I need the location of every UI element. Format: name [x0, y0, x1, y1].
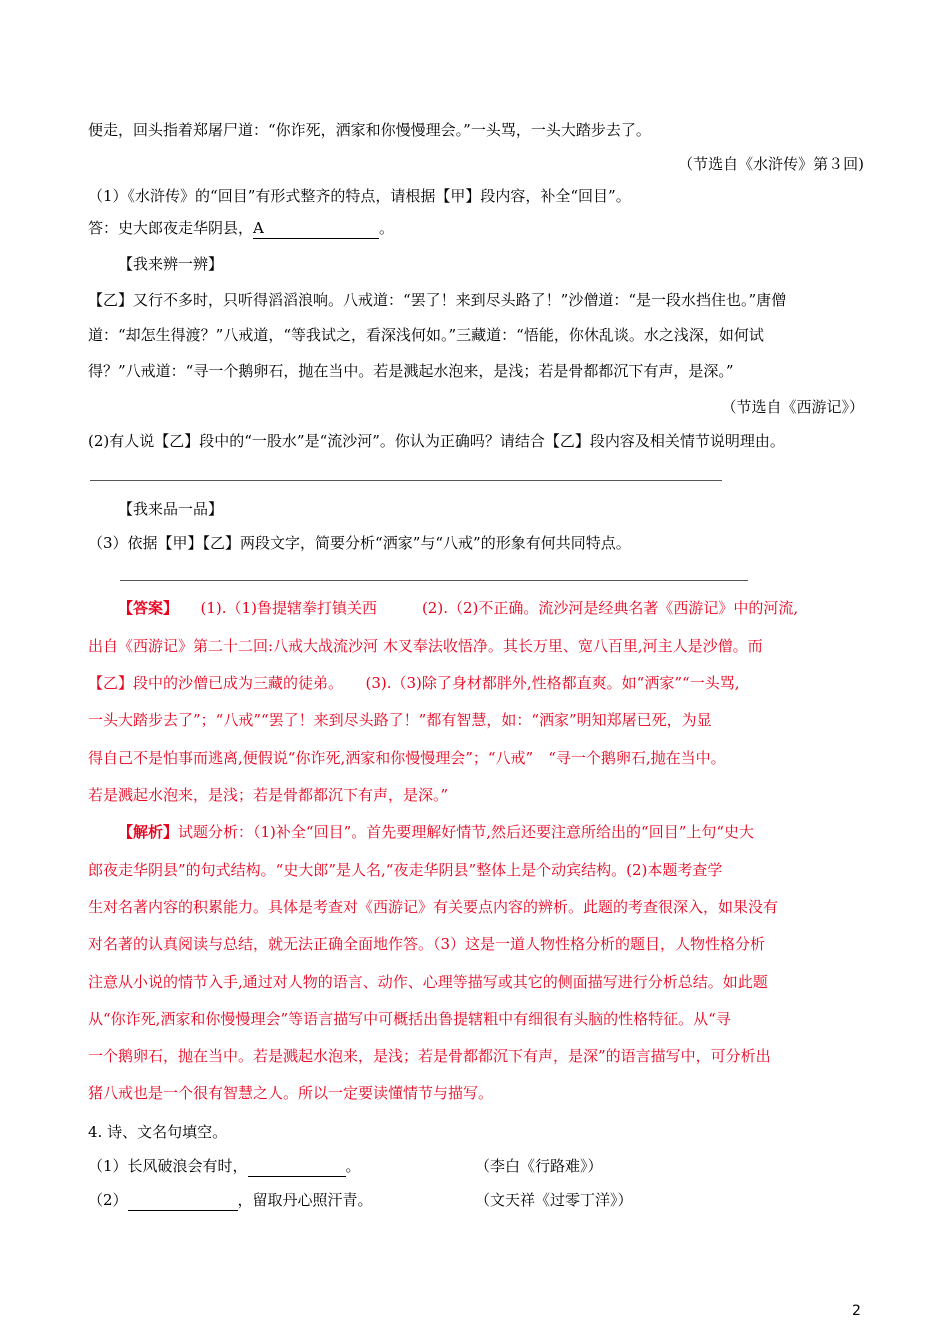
- q4-item-1-suffix: 。: [345, 1157, 361, 1175]
- analysis-line-2: 郎夜走华阴县”的句式结构。“史大郎”是人名,“夜走华阴县”整体上是个动宾结构。(2)本题考查学: [88, 861, 723, 879]
- answer-line-q3: [120, 580, 748, 581]
- answer-line-5: 得自己不是怕事而逃离,便假说“你诈死,洒家和你慢慢理会”；“八戒” “寻一个鹅卵石,抛在当中。: [88, 749, 726, 767]
- yi-text-line-1: 【乙】又行不多时，只听得滔滔浪响。八戒道：“罢了！来到尽头路了！”沙僧道：“是一段水挡住也。”唐僧: [88, 291, 787, 309]
- question-3: （3）依据【甲】【乙】两段文字，简要分析“洒家”与“八戒”的形象有何共同特点。: [88, 534, 631, 552]
- question-1: （1）《水浒传》的“回目”有形式整齐的特点，请根据【甲】段内容，补全“回目”。: [88, 187, 631, 205]
- answer-suffix: 。: [379, 219, 395, 237]
- q4-item-1-prefix: （1）长风破浪会有时，: [88, 1157, 248, 1175]
- jia-text-end: 便走，回头指着郑屠尸道：“你诈死，洒家和你慢慢理会。”一头骂，一头大踏步去了。: [88, 121, 651, 139]
- analysis-line-5: 注意从小说的情节入手,通过对人物的语言、动作、心理等描写或其它的侧面描写进行分析总结。如此题: [88, 973, 768, 991]
- question-2: (2)有人说【乙】段中的“一股水”是“流沙河”。你认为正确吗？请结合【乙】段内容及相关情节说明理由。: [88, 432, 785, 450]
- answer-line-1: [118, 598, 798, 618]
- q4-item-1-blank: [248, 1156, 346, 1177]
- yi-text-line-3: 得？”八戒道：“寻一个鹅卵石，抛在当中。若是溅起水泡来，是浅；若是骨都都沉下有声，是深。”: [88, 362, 734, 380]
- section-heading-bian: 【我来辨一辨】: [118, 255, 224, 273]
- analysis-line-6: 从“你诈死,洒家和你慢慢理会”等语言描写中可概括出鲁提辖粗中有细很有头脑的性格特征。从“寻: [88, 1010, 731, 1028]
- q4-item-1: [88, 1156, 361, 1177]
- analysis-line-4: 对名著的认真阅读与总结，就无法正确全面地作答。（3）这是一道人物性格分析的题目，人物性格分析: [88, 935, 766, 953]
- answer-line-q2: [90, 480, 722, 481]
- yi-source: （节选自《西游记》）: [721, 398, 864, 416]
- q4-item-1-source: （李白《行路难》）: [475, 1157, 603, 1175]
- analysis-line-7: 一个鹅卵石，抛在当中。若是溅起水泡来，是浅；若是骨都都沉下有声，是深”的语言描写中，可分析出: [88, 1047, 771, 1065]
- answer-label: 【答案】: [118, 599, 171, 617]
- analysis-line-8: 猪八戒也是一个很有智慧之人。所以一定要读懂情节与描写。: [88, 1084, 494, 1102]
- answer-line-3: 【乙】段中的沙僧已成为三藏的徒弟。 (3).（3)除了身材都胖外,性格都直爽。如“洒家”“一头骂,: [88, 674, 740, 692]
- answer-text-1: (1).（1)鲁提辖拳打镇关西 (2).（2)不正确。流沙河是经典名著《西游记》中的河流,: [200, 599, 799, 617]
- answer-prefix: 答：史大郎夜走华阴县，: [88, 219, 254, 237]
- answer-line-6: 若是溅起水泡来，是浅；若是骨都都沉下有声，是深。”: [88, 786, 449, 804]
- question-4-title: 4. 诗、文名句填空。: [88, 1123, 228, 1141]
- question-1-answer: [88, 218, 394, 239]
- answer-blank: [253, 218, 379, 239]
- q4-item-2-blank: [128, 1190, 238, 1211]
- answer-line-2: 出自《西游记》第二十二回:八戒大战流沙河 木叉奉法收悟净。其长万里、宽八百里,河主人是沙僧。而: [88, 637, 763, 655]
- yi-text-line-2: 道：“却怎生得渡？”八戒道，“等我试之，看深浅何如。”三藏道：“悟能，你休乱谈。水之浅深，如何试: [88, 326, 764, 344]
- q4-item-2-source: （文天祥《过零丁洋》）: [475, 1191, 633, 1209]
- q4-item-2-prefix: （2）: [88, 1191, 128, 1209]
- q4-item-2-suffix: ，留取丹心照汗青。: [237, 1191, 373, 1209]
- analysis-line-1: [118, 822, 754, 842]
- jia-source: （节选自《水浒传》第３回): [678, 155, 864, 173]
- analysis-line-3: 生对名著内容的积累能力。具体是考查对《西游记》有关要点内容的辨析。此题的考查很深入，如果没有: [88, 898, 779, 916]
- answer-line-4: 一头大踏步去了”；“八戒”“罢了！来到尽头路了！”都有智慧，如：“洒家”明知郑屠已死，为显: [88, 711, 712, 729]
- section-heading-pin: 【我来品一品】: [118, 500, 224, 518]
- analysis-label: 【解析】: [118, 823, 179, 841]
- page-number: 2: [852, 1303, 861, 1319]
- q4-item-2: [88, 1190, 373, 1211]
- analysis-text-1: 试题分析：（1)补全“回目”。首先要理解好情节,然后还要注意所给出的“回目”上句“史大: [178, 823, 755, 841]
- answer-blank-mark: A: [253, 219, 264, 237]
